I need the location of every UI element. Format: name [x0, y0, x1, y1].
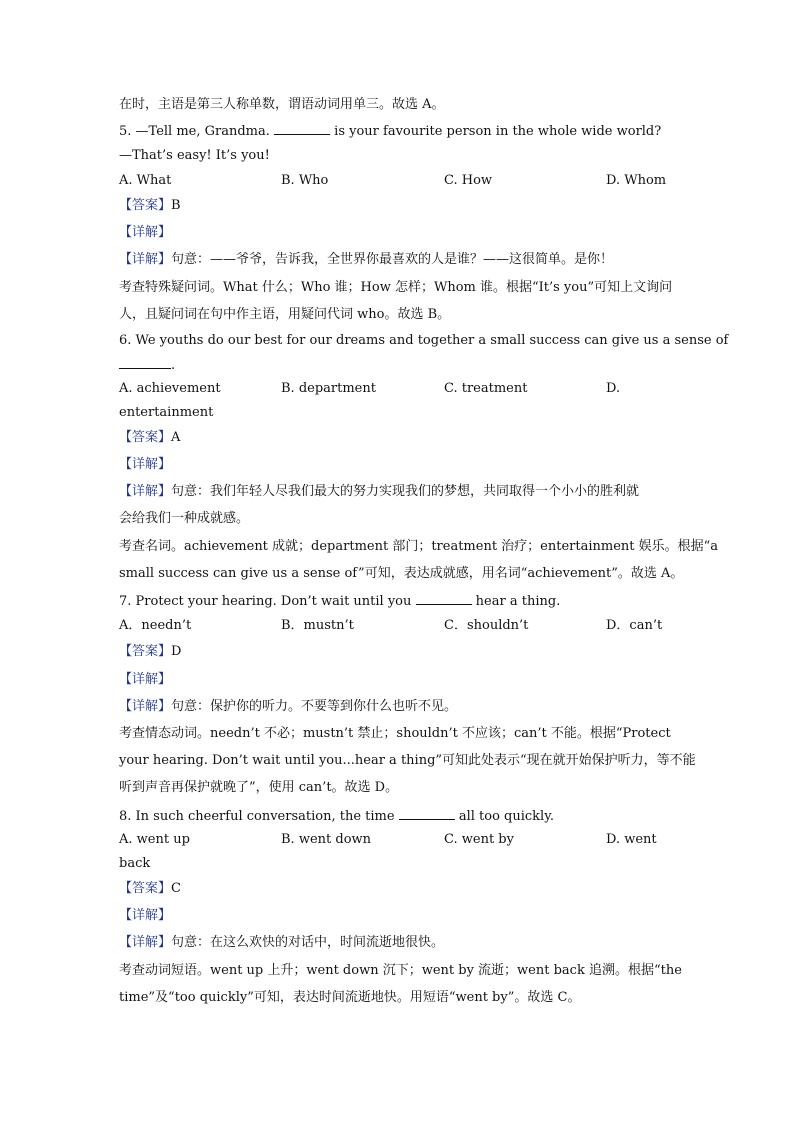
detail-heading: 【详解】	[119, 908, 172, 923]
answer-line	[119, 429, 180, 447]
option-c: C．shouldn’t	[444, 618, 529, 633]
detail-line	[119, 251, 613, 269]
option-c: C. went by	[444, 832, 514, 847]
detail-line: 会给我们一种成就感。	[119, 511, 250, 526]
detail-heading: 【详解】	[119, 225, 172, 240]
option-d: D. Whom	[606, 173, 667, 188]
answer-tag: 【答案】	[119, 198, 172, 213]
detail-text: 句意：我们年轻人尽我们最大的努力实现我们的梦想，共同取得一个小小的胜利就	[171, 484, 640, 499]
answer-blank	[399, 807, 455, 820]
option-d: D. went	[606, 832, 657, 847]
question-text: is your favourite person in the whole wide world?	[334, 124, 662, 139]
option-a: A. achievement	[119, 381, 221, 396]
detail-heading: 【详解】	[119, 672, 172, 687]
explanation-line: 考查名词。achievement 成就；department 部门；treatment 治疗；entertainment 娱乐。根据“a	[119, 539, 719, 554]
explanation-line: time”及“too quickly”可知，表达时间流逝地快。用短语“went by”。故选 C。	[119, 990, 581, 1005]
answer-blank	[416, 592, 472, 605]
detail-line	[119, 934, 444, 952]
detail-text: 句意：在这么欢快的对话中，时间流逝地很快。	[171, 935, 445, 950]
detail-tag: 【详解】	[119, 484, 172, 499]
detail-text: 句意：保护你的听力。不要等到你什么也听不见。	[171, 699, 458, 714]
option-a: A. went up	[119, 832, 190, 847]
option-d-text: entertainment	[119, 405, 214, 420]
option-b: B．mustn’t	[281, 618, 354, 633]
detail-text: 句意：——爷爷，告诉我，全世界你最喜欢的人是谁？——这很简单。是你！	[171, 252, 614, 267]
option-c: C. treatment	[444, 381, 528, 396]
question-text: 5. —Tell me, Grandma.	[119, 124, 270, 139]
explanation-line: 考查情态动词。needn’t 不必；mustn’t 禁止；shouldn’t 不应该；can’t 不能。根据“Protect	[119, 726, 671, 741]
answer-value: C	[171, 881, 181, 896]
detail-tag: 【详解】	[119, 252, 172, 267]
question-7-stem	[119, 592, 560, 611]
option-c: C. How	[444, 173, 493, 188]
explanation-line: 人，且疑问词在句中作主语，用疑问代词 who。故选 B。	[119, 307, 451, 322]
question-8-stem	[119, 807, 554, 826]
question-6-stem: 6. We youths do our best for our dreams and together a small success can give us a sense of	[119, 333, 729, 348]
answer-value: B	[171, 198, 181, 213]
explanation-line: small success can give us a sense of”可知，表达成就感，用名词“achievement”。故选 A。	[119, 566, 684, 581]
explanation-line: your hearing. Don’t wait until you...hear a thing”可知此处表示“现在就开始保护听力，等不能	[119, 753, 696, 768]
question-5-reply: —That’s easy! It’s you!	[119, 148, 270, 163]
question-text: .	[171, 358, 176, 373]
detail-line	[119, 483, 639, 501]
detail-tag: 【详解】	[119, 699, 172, 714]
answer-line	[119, 643, 181, 661]
detail-heading: 【详解】	[119, 457, 172, 472]
detail-line	[119, 698, 457, 716]
question-5-stem	[119, 122, 661, 141]
option-b: B. department	[281, 381, 376, 396]
option-b: B. went down	[281, 832, 372, 847]
option-b: B. Who	[281, 173, 329, 188]
answer-tag: 【答案】	[119, 881, 172, 896]
answer-value: A	[171, 430, 181, 445]
question-6-blank-line	[119, 356, 175, 375]
explanation-line: 考查动词短语。went up 上升；went down 沉下；went by 流逝；went back 追溯。根据“the	[119, 963, 682, 978]
option-d: D.	[606, 381, 621, 396]
question-text: hear a thing.	[475, 594, 561, 609]
option-d-text: back	[119, 856, 151, 871]
answer-tag: 【答案】	[119, 644, 172, 659]
explanation-line: 考查特殊疑问词。What 什么；Who 谁；How 怎样；Whom 谁。根据“It’s you”可知上文询问	[119, 280, 673, 295]
question-text: 8. In such cheerful conversation, the time	[119, 809, 395, 824]
answer-tag: 【答案】	[119, 430, 172, 445]
detail-tag: 【详解】	[119, 935, 172, 950]
answer-value: D	[171, 644, 182, 659]
explanation-line: 听到声音再保护就晚了”，使用 can’t。故选 D。	[119, 780, 399, 795]
answer-blank	[274, 122, 330, 135]
answer-line	[119, 880, 181, 898]
option-a: A．needn’t	[119, 618, 192, 633]
answer-line	[119, 197, 181, 215]
option-a: A. What	[119, 173, 172, 188]
question-text: all too quickly.	[458, 809, 554, 824]
question-text: 7. Protect your hearing. Don’t wait until you	[119, 594, 412, 609]
answer-blank	[119, 356, 171, 369]
text-line: 在时，主语是第三人称单数，谓语动词用单三。故选 A。	[119, 97, 445, 112]
option-d: D．can’t	[606, 618, 663, 633]
